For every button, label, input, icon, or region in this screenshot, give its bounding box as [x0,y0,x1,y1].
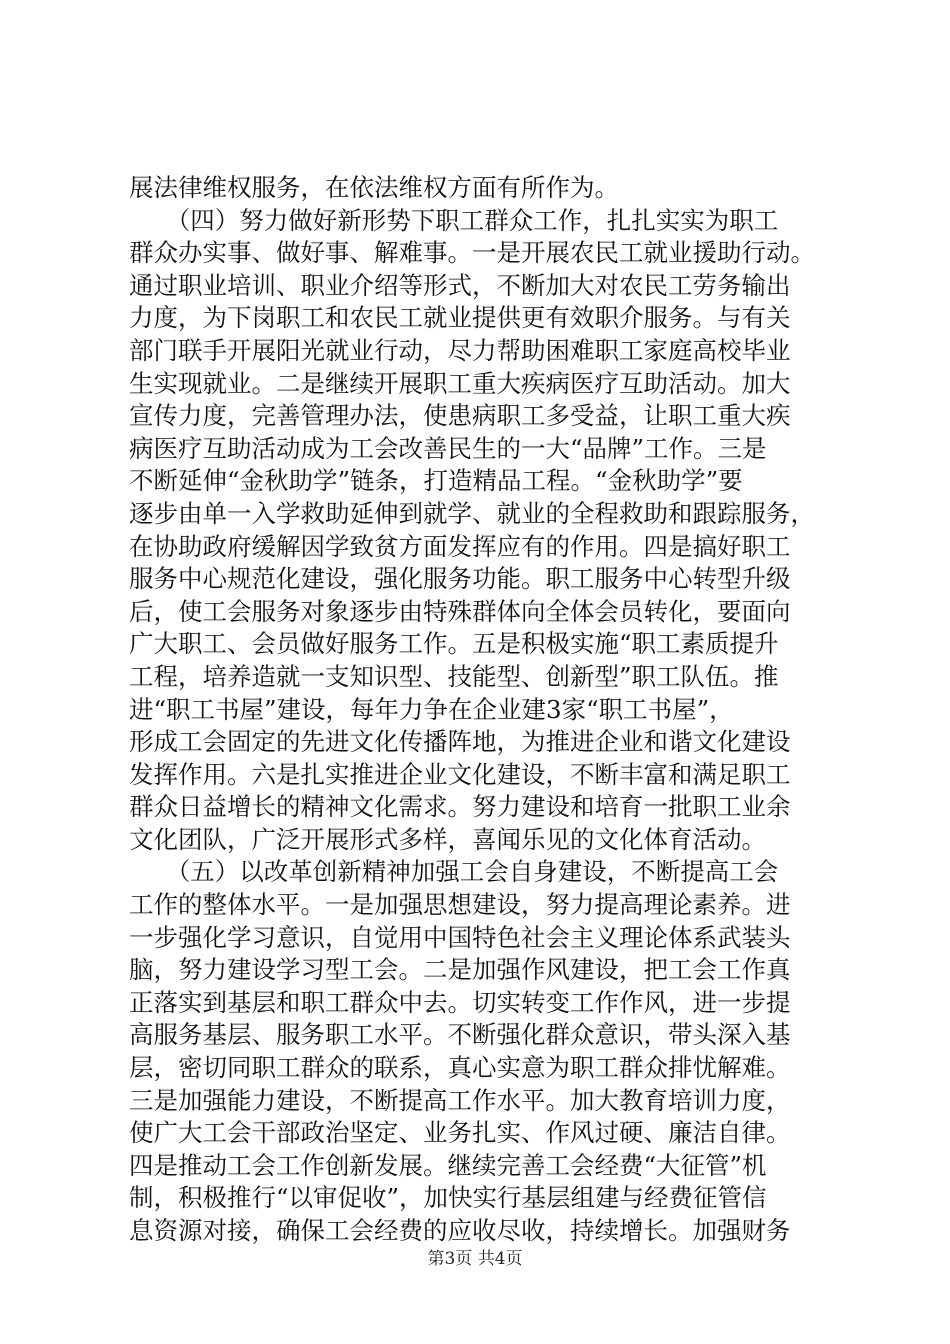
text-line: 群众日益增长的精神文化需求。努力建设和培育一批职工业余 [129,792,791,822]
text-line: 广大职工、会员做好服务工作。五是积极实施“职工素质提升 [129,629,779,659]
text-line: 息资源对接，确保工会经费的应收尽收，持续增长。加强财务 [129,1216,791,1245]
text-line: 逐步由单一入学救助延伸到就学、就业的全程救助和跟踪服务， [129,498,815,528]
text-line: 文化团队，广泛开展形式多样，喜闻乐见的文化体育活动。 [129,824,766,854]
text-line: 生实现就业。二是继续开展职工重大疾病医疗互助活动。加大 [129,368,791,398]
text-line: 一步强化学习意识，自觉用中国特色社会主义理论体系武装头 [129,922,791,952]
text-line: 在协助政府缓解因学致贫方面发挥应有的作用。四是搞好职工 [129,531,791,561]
text-line: 群众办实事、做好事、解难事。一是开展农民工就业援助行动。 [129,238,815,268]
text-line: 发挥作用。六是扎实推进企业文化建设，不断丰富和满足职工 [129,759,791,789]
text-line: 正落实到基层和职工群众中去。切实转变工作作风，进一步提 [129,987,791,1017]
text-line: 层，密切同职工群众的联系，真心实意为职工群众排忧解难。 [129,1053,791,1083]
text-line: 力度，为下岗职工和农民工就业提供更有效职介服务。与有关 [129,303,791,333]
text-line: 制，积极推行“以审促收”，加快实行基层组建与经费征管信 [129,1183,767,1213]
text-line: 宣传力度，完善管理办法，使患病职工多受益，让职工重大疾 [129,401,791,431]
text-line: 形成工会固定的先进文化传播阵地，为推进企业和谐文化建设 [129,727,791,757]
text-line: 使广大工会干部政治坚定、业务扎实、作风过硬、廉洁自律。 [129,1118,791,1148]
text-line: 服务中心规范化建设，强化服务功能。职工服务中心转型升级 [129,564,791,594]
text-line: 不断延伸“金秋助学”链条，打造精品工程。“金秋助学”要 [129,466,743,496]
text-line: 病医疗互助活动成为工会改善民生的一大“品牌”工作。三是 [129,433,767,463]
body-text [129,172,829,1248]
text-line: 工程，培养造就一支知识型、技能型、创新型”职工队伍。推 [129,661,779,691]
page-footer: 第3页 共4页 [427,1249,523,1269]
text-line: 高服务基层、服务职工水平。不断强化群众意识，带头深入基 [129,1020,791,1050]
text-line: 通过职业培训、职业介绍等形式，不断加大对农民工劳务输出 [129,270,791,300]
text-line: （五）以改革创新精神加强工会自身建设，不断提高工会 [129,857,779,887]
text-line: 工作的整体水平。一是加强思想建设，努力提高理论素养。进 [129,890,791,920]
text-line: 进“职工书屋”建设，每年力争在企业建3家“职工书屋”， [129,694,734,724]
text-line: 部门联手开展阳光就业行动，尽力帮助困难职工家庭高校毕业 [129,335,791,365]
text-line: 三是加强能力建设，不断提高工作水平。加大教育培训力度， [129,1085,791,1115]
text-line: 四是推动工会工作创新发展。继续完善工会经费“大征管”机 [129,1150,767,1180]
text-line: 展法律维权服务，在依法维权方面有所作为。 [129,173,619,202]
text-line: 脑，努力建设学习型工会。二是加强作风建设，把工会工作真 [129,955,791,985]
text-line: （四）努力做好新形势下职工群众工作，扎扎实实为职工 [129,205,779,235]
text-line: 后，使工会服务对象逐步由特殊群体向全体会员转化，要面向 [129,596,791,626]
